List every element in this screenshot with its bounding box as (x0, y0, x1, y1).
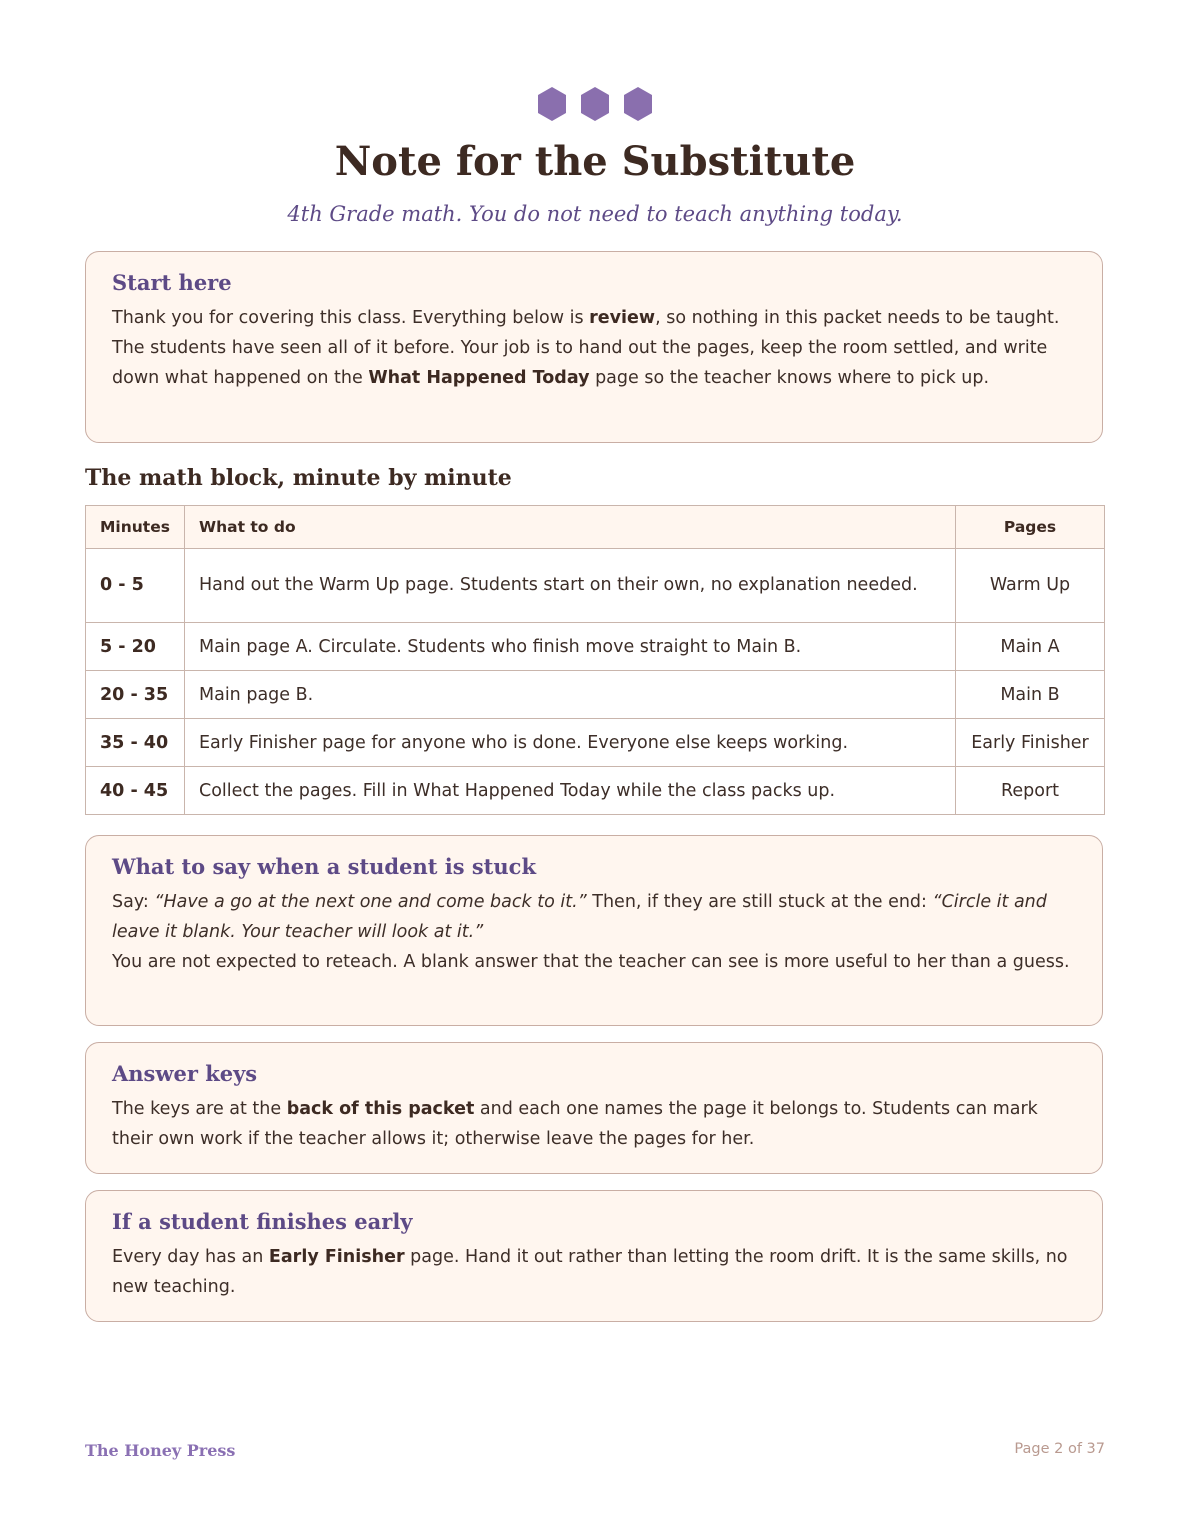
early-finisher-card (85, 1190, 1103, 1322)
start-here-card (85, 251, 1103, 443)
row-pages: Warm Up (956, 549, 1105, 623)
table-row (86, 719, 1105, 767)
header-minutes: Minutes (86, 506, 185, 549)
row-pages: Main B (956, 671, 1105, 719)
row-minutes: 0 - 5 (86, 549, 185, 623)
quote-circle-it: “Circle it and leave it blank. Your teacher will look at it.” (112, 892, 1047, 942)
bold-what-happened-today: What Happened Today (368, 368, 590, 388)
table-row (86, 671, 1105, 719)
stuck-text-2: You are not expected to reteach. A blank answer that the teacher can see is more useful to her than a guess. (112, 952, 1070, 972)
table-row (86, 767, 1105, 815)
stuck-card (85, 835, 1103, 1026)
bold-back-of-packet: back of this packet (286, 1099, 475, 1119)
row-pages: Main A (956, 623, 1105, 671)
row-minutes: 5 - 20 (86, 623, 185, 671)
row-what-to-do: Collect the pages. Fill in What Happened Today while the class packs up. (185, 767, 956, 815)
row-pages: Early Finisher (956, 719, 1105, 767)
row-minutes: 35 - 40 (86, 719, 185, 767)
answer-keys-heading: Answer keys (112, 1061, 258, 1086)
row-minutes: 20 - 35 (86, 671, 185, 719)
bold-review: review (589, 308, 656, 328)
table-header-row (86, 506, 1105, 549)
start-here-heading: Start here (112, 270, 232, 295)
page-subtitle: 4th Grade math. You do not need to teach anything today. (287, 202, 903, 226)
hexagon-icon (624, 87, 652, 121)
row-what-to-do: Main page A. Circulate. Students who finish move straight to Main B. (185, 623, 956, 671)
bold-early-finisher: Early Finisher (268, 1247, 405, 1267)
early-finisher-text: Every day has an Early Finisher page. Hand it out rather than letting the room drift. It is the same skills, no new teaching. (112, 1247, 1068, 1297)
answer-keys-text: The keys are at the back of this packet and each one names the page it belongs to. Students can mark their own work if the teacher allows it; otherwise leave the pages for her. (112, 1099, 1038, 1149)
hexagon-icon (538, 87, 566, 121)
header-what-to-do: What to do (185, 506, 956, 549)
row-minutes: 40 - 45 (86, 767, 185, 815)
early-finisher-heading: If a student finishes early (112, 1209, 413, 1234)
answer-keys-card (85, 1042, 1103, 1174)
row-what-to-do: Early Finisher page for anyone who is done. Everyone else keeps working. (185, 719, 956, 767)
table-row (86, 549, 1105, 623)
row-what-to-do: Main page B. (185, 671, 956, 719)
row-what-to-do: Hand out the Warm Up page. Students start on their own, no explanation needed. (185, 549, 956, 623)
row-pages: Report (956, 767, 1105, 815)
hexagon-icons (535, 86, 655, 122)
stuck-heading: What to say when a student is stuck (112, 854, 536, 879)
quote-next-one: “Have a go at the next one and come back to it.” (154, 892, 587, 912)
hexagon-decoration (0, 86, 1190, 122)
page-number: Page 2 of 37 (1014, 1441, 1105, 1457)
hexagon-icon (581, 87, 609, 121)
schedule-table (85, 505, 1105, 815)
schedule-title: The math block, minute by minute (85, 465, 512, 491)
footer-brand: The Honey Press (85, 1441, 236, 1460)
table-row (86, 623, 1105, 671)
header-pages: Pages (956, 506, 1105, 549)
stuck-text: Say: “Have a go at the next one and come back to it.” Then, if they are still stuck at the end: “Circle it and leave it blank. Your teacher will look at it.” (112, 892, 1047, 942)
page-title: Note for the Substitute (334, 138, 856, 185)
start-here-text: Thank you for covering this class. Everything below is review, so nothing in this packet needs to be taught. The students have seen all of it before. Your job is to hand out the pages, keep the room settled, and write down what happened on the What Happened Today page so the teacher knows where to pick up. (112, 308, 1060, 388)
